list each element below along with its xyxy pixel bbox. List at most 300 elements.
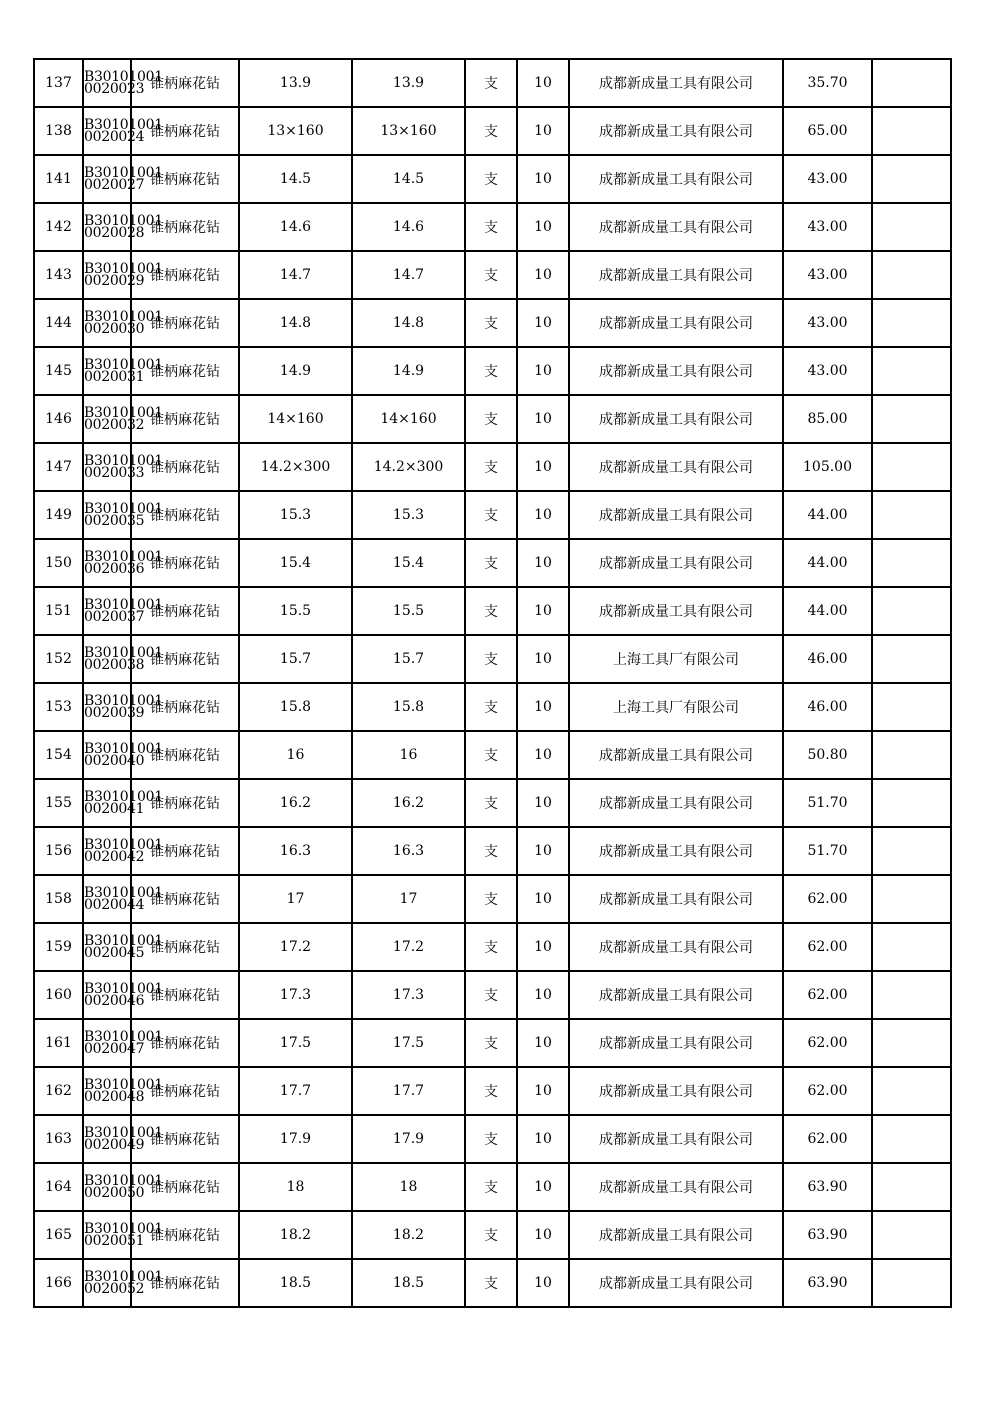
table-row: [34, 923, 951, 971]
item-code-part: B30101001: [84, 357, 163, 373]
quantity-cell: 10: [517, 299, 569, 347]
item-code-part: B30101001: [84, 1029, 163, 1045]
table-row: [34, 59, 951, 107]
product-name-cell: 锥柄麻花钻: [131, 683, 239, 731]
table-row: [34, 875, 951, 923]
quantity-cell: 10: [517, 347, 569, 395]
price-cell: 63.90: [783, 1163, 872, 1211]
item-code-cell: [83, 1019, 163, 1067]
quantity-cell: 10: [517, 923, 569, 971]
quantity-cell: 10: [517, 1163, 569, 1211]
item-code-part: B30101001: [84, 261, 163, 277]
row-number-cell: 156: [34, 827, 83, 875]
unit-cell: 支: [465, 1211, 517, 1259]
spec-cell: 18: [239, 1163, 352, 1211]
quantity-cell: 10: [517, 443, 569, 491]
product-name-cell: 锥柄麻花钻: [131, 731, 239, 779]
product-name-cell: 锥柄麻花钻: [131, 491, 239, 539]
model-cell: 14.9: [352, 347, 465, 395]
quantity-cell: 10: [517, 971, 569, 1019]
model-cell: 15.3: [352, 491, 465, 539]
item-code-cell: [83, 731, 163, 779]
item-code-part: B30101001: [84, 933, 163, 949]
row-number-cell: 149: [34, 491, 83, 539]
item-code-part: B30101001: [84, 309, 163, 325]
unit-cell: 支: [465, 1019, 517, 1067]
table-row: [34, 1163, 951, 1211]
table-row: [34, 779, 951, 827]
quantity-cell: 10: [517, 107, 569, 155]
product-name-cell: 锥柄麻花钻: [131, 539, 239, 587]
spec-cell: 17.9: [239, 1115, 352, 1163]
note-cell: [872, 155, 951, 203]
unit-cell: 支: [465, 827, 517, 875]
quantity-cell: 10: [517, 155, 569, 203]
item-code-cell: [83, 539, 163, 587]
item-code-part: 0020030: [84, 321, 145, 337]
row-number-cell: 161: [34, 1019, 83, 1067]
model-cell: 13×160: [352, 107, 465, 155]
item-code-part: B30101001: [84, 645, 163, 661]
quantity-cell: 10: [517, 1115, 569, 1163]
spec-cell: 13.9: [239, 59, 352, 107]
note-cell: [872, 203, 951, 251]
price-cell: 63.90: [783, 1259, 872, 1307]
unit-cell: 支: [465, 59, 517, 107]
item-code-part: B30101001: [84, 597, 163, 613]
manufacturer-cell: 成都新成量工具有限公司: [569, 155, 783, 203]
manufacturer-cell: 成都新成量工具有限公司: [569, 299, 783, 347]
row-number-cell: 138: [34, 107, 83, 155]
price-cell: 62.00: [783, 1019, 872, 1067]
table-row: [34, 251, 951, 299]
item-code-cell: [83, 107, 163, 155]
price-cell: 46.00: [783, 683, 872, 731]
note-cell: [872, 587, 951, 635]
quantity-cell: 10: [517, 731, 569, 779]
model-cell: 15.4: [352, 539, 465, 587]
item-code-part: B30101001: [84, 741, 163, 757]
product-name-cell: 锥柄麻花钻: [131, 827, 239, 875]
product-name-cell: 锥柄麻花钻: [131, 347, 239, 395]
table-body: [34, 59, 951, 1307]
table-row: [34, 539, 951, 587]
item-code-part: 0020028: [84, 225, 145, 241]
price-cell: 46.00: [783, 635, 872, 683]
manufacturer-cell: 成都新成量工具有限公司: [569, 347, 783, 395]
model-cell: 18: [352, 1163, 465, 1211]
note-cell: [872, 107, 951, 155]
spec-cell: 18.5: [239, 1259, 352, 1307]
product-name-cell: 锥柄麻花钻: [131, 203, 239, 251]
item-code-cell: [83, 59, 163, 107]
manufacturer-cell: 成都新成量工具有限公司: [569, 491, 783, 539]
item-code-part: 0020031: [84, 369, 145, 385]
note-cell: [872, 539, 951, 587]
price-cell: 63.90: [783, 1211, 872, 1259]
row-number-cell: 145: [34, 347, 83, 395]
item-code-cell: [83, 923, 163, 971]
manufacturer-cell: 成都新成量工具有限公司: [569, 875, 783, 923]
item-code-cell: [83, 779, 163, 827]
row-number-cell: 165: [34, 1211, 83, 1259]
price-cell: 85.00: [783, 395, 872, 443]
item-code-part: B30101001: [84, 165, 163, 181]
item-code-cell: [83, 683, 163, 731]
table-row: [34, 1259, 951, 1307]
price-cell: 105.00: [783, 443, 872, 491]
item-code-cell: [83, 587, 163, 635]
note-cell: [872, 347, 951, 395]
quantity-cell: 10: [517, 203, 569, 251]
note-cell: [872, 443, 951, 491]
item-code-part: B30101001: [84, 117, 163, 133]
quantity-cell: 10: [517, 491, 569, 539]
model-cell: 13.9: [352, 59, 465, 107]
price-cell: 62.00: [783, 1067, 872, 1115]
manufacturer-cell: 成都新成量工具有限公司: [569, 1067, 783, 1115]
item-code-cell: [83, 1115, 163, 1163]
item-code-part: 0020049: [84, 1137, 145, 1153]
table-row: [34, 347, 951, 395]
model-cell: 18.5: [352, 1259, 465, 1307]
model-cell: 18.2: [352, 1211, 465, 1259]
product-name-cell: 锥柄麻花钻: [131, 779, 239, 827]
price-cell: 35.70: [783, 59, 872, 107]
spec-cell: 14.8: [239, 299, 352, 347]
item-code-part: 0020048: [84, 1089, 145, 1105]
quantity-cell: 10: [517, 779, 569, 827]
unit-cell: 支: [465, 635, 517, 683]
product-name-cell: 锥柄麻花钻: [131, 443, 239, 491]
row-number-cell: 153: [34, 683, 83, 731]
note-cell: [872, 299, 951, 347]
item-code-cell: [83, 155, 163, 203]
item-code-cell: [83, 203, 163, 251]
price-cell: 62.00: [783, 923, 872, 971]
price-cell: 43.00: [783, 299, 872, 347]
manufacturer-cell: 成都新成量工具有限公司: [569, 251, 783, 299]
product-name-cell: 锥柄麻花钻: [131, 155, 239, 203]
note-cell: [872, 923, 951, 971]
unit-cell: 支: [465, 1067, 517, 1115]
table-row: [34, 1067, 951, 1115]
price-cell: 43.00: [783, 347, 872, 395]
row-number-cell: 151: [34, 587, 83, 635]
row-number-cell: 142: [34, 203, 83, 251]
spec-cell: 17.2: [239, 923, 352, 971]
unit-cell: 支: [465, 395, 517, 443]
price-cell: 62.00: [783, 875, 872, 923]
model-cell: 14.5: [352, 155, 465, 203]
note-cell: [872, 635, 951, 683]
manufacturer-cell: 成都新成量工具有限公司: [569, 827, 783, 875]
product-name-cell: 锥柄麻花钻: [131, 1211, 239, 1259]
note-cell: [872, 971, 951, 1019]
item-code-part: B30101001: [84, 1269, 163, 1285]
row-number-cell: 164: [34, 1163, 83, 1211]
spec-cell: 16: [239, 731, 352, 779]
spec-cell: 16.3: [239, 827, 352, 875]
product-table: [33, 58, 952, 1308]
item-code-part: B30101001: [84, 885, 163, 901]
model-cell: 14×160: [352, 395, 465, 443]
row-number-cell: 141: [34, 155, 83, 203]
manufacturer-cell: 成都新成量工具有限公司: [569, 779, 783, 827]
manufacturer-cell: 成都新成量工具有限公司: [569, 1115, 783, 1163]
item-code-part: 0020039: [84, 705, 145, 721]
model-cell: 17.2: [352, 923, 465, 971]
item-code-part: 0020045: [84, 945, 145, 961]
note-cell: [872, 731, 951, 779]
unit-cell: 支: [465, 347, 517, 395]
manufacturer-cell: 成都新成量工具有限公司: [569, 587, 783, 635]
row-number-cell: 152: [34, 635, 83, 683]
price-cell: 43.00: [783, 203, 872, 251]
item-code-part: B30101001: [84, 69, 163, 85]
spec-cell: 17: [239, 875, 352, 923]
model-cell: 14.2×300: [352, 443, 465, 491]
item-code-cell: [83, 971, 163, 1019]
table-row: [34, 107, 951, 155]
item-code-cell: [83, 635, 163, 683]
price-cell: 65.00: [783, 107, 872, 155]
item-code-part: 0020041: [84, 801, 145, 817]
table-row: [34, 827, 951, 875]
item-code-part: 0020032: [84, 417, 145, 433]
item-code-part: 0020050: [84, 1185, 145, 1201]
item-code-cell: [83, 299, 163, 347]
product-name-cell: 锥柄麻花钻: [131, 1019, 239, 1067]
row-number-cell: 155: [34, 779, 83, 827]
spec-cell: 15.8: [239, 683, 352, 731]
table-row: [34, 299, 951, 347]
product-name-cell: 锥柄麻花钻: [131, 1115, 239, 1163]
spec-cell: 18.2: [239, 1211, 352, 1259]
manufacturer-cell: 成都新成量工具有限公司: [569, 923, 783, 971]
table-row: [34, 395, 951, 443]
row-number-cell: 166: [34, 1259, 83, 1307]
model-cell: 17: [352, 875, 465, 923]
quantity-cell: 10: [517, 251, 569, 299]
item-code-cell: [83, 1163, 163, 1211]
spec-cell: 15.4: [239, 539, 352, 587]
spec-cell: 17.7: [239, 1067, 352, 1115]
spec-cell: 14×160: [239, 395, 352, 443]
item-code-part: B30101001: [84, 1173, 163, 1189]
item-code-part: B30101001: [84, 1221, 163, 1237]
item-code-part: 0020035: [84, 513, 145, 529]
item-code-part: 0020027: [84, 177, 145, 193]
item-code-part: B30101001: [84, 549, 163, 565]
item-code-part: 0020040: [84, 753, 145, 769]
model-cell: 15.5: [352, 587, 465, 635]
item-code-part: 0020052: [84, 1281, 145, 1297]
note-cell: [872, 491, 951, 539]
model-cell: 17.7: [352, 1067, 465, 1115]
manufacturer-cell: 成都新成量工具有限公司: [569, 59, 783, 107]
row-number-cell: 143: [34, 251, 83, 299]
item-code-cell: [83, 1259, 163, 1307]
table-row: [34, 1115, 951, 1163]
item-code-part: B30101001: [84, 789, 163, 805]
model-cell: 16.2: [352, 779, 465, 827]
product-name-cell: 锥柄麻花钻: [131, 635, 239, 683]
quantity-cell: 10: [517, 587, 569, 635]
item-code-part: 0020024: [84, 129, 145, 145]
quantity-cell: 10: [517, 875, 569, 923]
item-code-part: B30101001: [84, 837, 163, 853]
row-number-cell: 163: [34, 1115, 83, 1163]
item-code-part: B30101001: [84, 693, 163, 709]
item-code-cell: [83, 875, 163, 923]
item-code-part: B30101001: [84, 405, 163, 421]
price-cell: 62.00: [783, 971, 872, 1019]
quantity-cell: 10: [517, 1019, 569, 1067]
manufacturer-cell: 成都新成量工具有限公司: [569, 107, 783, 155]
price-cell: 44.00: [783, 587, 872, 635]
manufacturer-cell: 成都新成量工具有限公司: [569, 203, 783, 251]
item-code-part: 0020023: [84, 81, 145, 97]
item-code-part: B30101001: [84, 1125, 163, 1141]
unit-cell: 支: [465, 779, 517, 827]
product-name-cell: 锥柄麻花钻: [131, 1067, 239, 1115]
table-row: [34, 635, 951, 683]
spec-cell: 14.2×300: [239, 443, 352, 491]
manufacturer-cell: 成都新成量工具有限公司: [569, 1019, 783, 1067]
model-cell: 15.8: [352, 683, 465, 731]
product-name-cell: 锥柄麻花钻: [131, 251, 239, 299]
row-number-cell: 146: [34, 395, 83, 443]
item-code-part: 0020044: [84, 897, 145, 913]
table-row: [34, 971, 951, 1019]
unit-cell: 支: [465, 491, 517, 539]
spec-cell: 14.7: [239, 251, 352, 299]
unit-cell: 支: [465, 683, 517, 731]
row-number-cell: 160: [34, 971, 83, 1019]
item-code-part: 0020029: [84, 273, 145, 289]
note-cell: [872, 1259, 951, 1307]
note-cell: [872, 1115, 951, 1163]
spec-cell: 17.5: [239, 1019, 352, 1067]
item-code-part: B30101001: [84, 453, 163, 469]
item-code-part: B30101001: [84, 981, 163, 997]
item-code-cell: [83, 1211, 163, 1259]
unit-cell: 支: [465, 539, 517, 587]
item-code-cell: [83, 443, 163, 491]
spec-cell: 14.9: [239, 347, 352, 395]
table-row: [34, 443, 951, 491]
unit-cell: 支: [465, 923, 517, 971]
table-row: [34, 1211, 951, 1259]
quantity-cell: 10: [517, 1259, 569, 1307]
unit-cell: 支: [465, 1115, 517, 1163]
item-code-part: 0020037: [84, 609, 145, 625]
model-cell: 17.3: [352, 971, 465, 1019]
note-cell: [872, 827, 951, 875]
row-number-cell: 144: [34, 299, 83, 347]
spec-cell: 13×160: [239, 107, 352, 155]
product-name-cell: 锥柄麻花钻: [131, 875, 239, 923]
row-number-cell: 162: [34, 1067, 83, 1115]
note-cell: [872, 779, 951, 827]
quantity-cell: 10: [517, 635, 569, 683]
unit-cell: 支: [465, 731, 517, 779]
quantity-cell: 10: [517, 59, 569, 107]
manufacturer-cell: 成都新成量工具有限公司: [569, 971, 783, 1019]
unit-cell: 支: [465, 299, 517, 347]
table-row: [34, 587, 951, 635]
product-name-cell: 锥柄麻花钻: [131, 923, 239, 971]
unit-cell: 支: [465, 155, 517, 203]
quantity-cell: 10: [517, 683, 569, 731]
manufacturer-cell: 成都新成量工具有限公司: [569, 1259, 783, 1307]
note-cell: [872, 1163, 951, 1211]
row-number-cell: 147: [34, 443, 83, 491]
item-code-part: 0020051: [84, 1233, 145, 1249]
product-name-cell: 锥柄麻花钻: [131, 395, 239, 443]
price-cell: 44.00: [783, 491, 872, 539]
product-name-cell: 锥柄麻花钻: [131, 299, 239, 347]
unit-cell: 支: [465, 875, 517, 923]
row-number-cell: 137: [34, 59, 83, 107]
note-cell: [872, 395, 951, 443]
spec-cell: 15.7: [239, 635, 352, 683]
model-cell: 17.5: [352, 1019, 465, 1067]
model-cell: 14.8: [352, 299, 465, 347]
row-number-cell: 159: [34, 923, 83, 971]
model-cell: 16: [352, 731, 465, 779]
row-number-cell: 154: [34, 731, 83, 779]
note-cell: [872, 1211, 951, 1259]
unit-cell: 支: [465, 971, 517, 1019]
table-row: [34, 203, 951, 251]
manufacturer-cell: 成都新成量工具有限公司: [569, 1211, 783, 1259]
table-row: [34, 155, 951, 203]
spec-cell: 14.5: [239, 155, 352, 203]
product-name-cell: 锥柄麻花钻: [131, 107, 239, 155]
price-cell: 43.00: [783, 251, 872, 299]
price-cell: 50.80: [783, 731, 872, 779]
product-name-cell: 锥柄麻花钻: [131, 1163, 239, 1211]
item-code-cell: [83, 395, 163, 443]
item-code-part: B30101001: [84, 1077, 163, 1093]
spec-cell: 15.3: [239, 491, 352, 539]
note-cell: [872, 59, 951, 107]
unit-cell: 支: [465, 1163, 517, 1211]
product-name-cell: 锥柄麻花钻: [131, 1259, 239, 1307]
table-row: [34, 1019, 951, 1067]
model-cell: 14.7: [352, 251, 465, 299]
note-cell: [872, 251, 951, 299]
item-code-part: 0020047: [84, 1041, 145, 1057]
price-cell: 51.70: [783, 827, 872, 875]
note-cell: [872, 875, 951, 923]
unit-cell: 支: [465, 443, 517, 491]
table-row: [34, 491, 951, 539]
item-code-part: 0020046: [84, 993, 145, 1009]
item-code-part: 0020038: [84, 657, 145, 673]
unit-cell: 支: [465, 1259, 517, 1307]
row-number-cell: 158: [34, 875, 83, 923]
manufacturer-cell: 成都新成量工具有限公司: [569, 539, 783, 587]
product-name-cell: 锥柄麻花钻: [131, 59, 239, 107]
manufacturer-cell: 成都新成量工具有限公司: [569, 443, 783, 491]
product-name-cell: 锥柄麻花钻: [131, 587, 239, 635]
manufacturer-cell: 上海工具厂有限公司: [569, 635, 783, 683]
quantity-cell: 10: [517, 1211, 569, 1259]
item-code-cell: [83, 251, 163, 299]
